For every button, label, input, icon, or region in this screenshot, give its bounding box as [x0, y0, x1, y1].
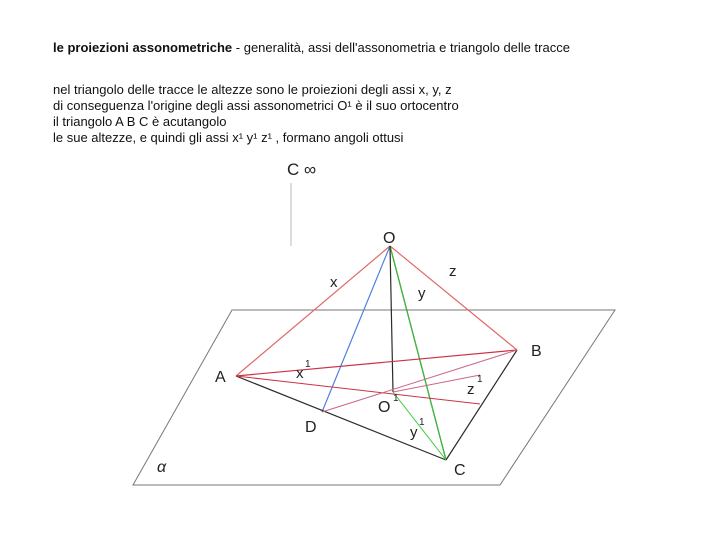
label-o1-sup: 1 — [393, 393, 399, 404]
label-c: C — [454, 462, 466, 479]
plane-alpha — [133, 310, 615, 485]
label-d: D — [305, 419, 317, 436]
title-rest: - generalità, assi dell'assonometria e triangolo delle tracce — [232, 40, 570, 55]
label-z1-sup: 1 — [477, 374, 483, 385]
label-c-infinity: C ∞ — [287, 160, 317, 179]
label-b: B — [531, 343, 542, 360]
label-alpha: α — [157, 459, 167, 476]
axis-o-down — [390, 246, 393, 392]
trace-bc — [446, 350, 517, 460]
label-z: z — [449, 263, 457, 280]
label-y1: y — [410, 424, 418, 441]
label-y1-sup: 1 — [419, 417, 425, 428]
label-a: A — [215, 369, 226, 386]
label-x1: x — [296, 365, 304, 382]
label-x: x — [330, 274, 338, 291]
axis-z — [390, 246, 517, 350]
description-line-1: nel triangolo delle tracce le altezze sono le proiezioni degli assi x, y, z — [53, 82, 452, 97]
label-z1: z — [467, 381, 475, 398]
trace-ac — [236, 376, 446, 460]
label-o: O — [383, 230, 396, 247]
description-line-2: di conseguenza l'origine degli assi assonometrici O¹ è il suo ortocentro — [53, 98, 459, 113]
axis-x — [236, 246, 390, 376]
label-x1-sup: 1 — [305, 359, 311, 370]
label-o1: O — [378, 399, 391, 416]
description-line-3: il triangolo A B C è acutangolo — [53, 114, 227, 129]
label-y: y — [418, 285, 426, 302]
axis-y-inner — [390, 246, 446, 460]
description-line-4: le sue altezze, e quindi gli assi x¹ y¹ z¹ , formano angoli ottusi — [53, 130, 404, 145]
title-bold: le proiezioni assonometriche — [53, 40, 233, 55]
